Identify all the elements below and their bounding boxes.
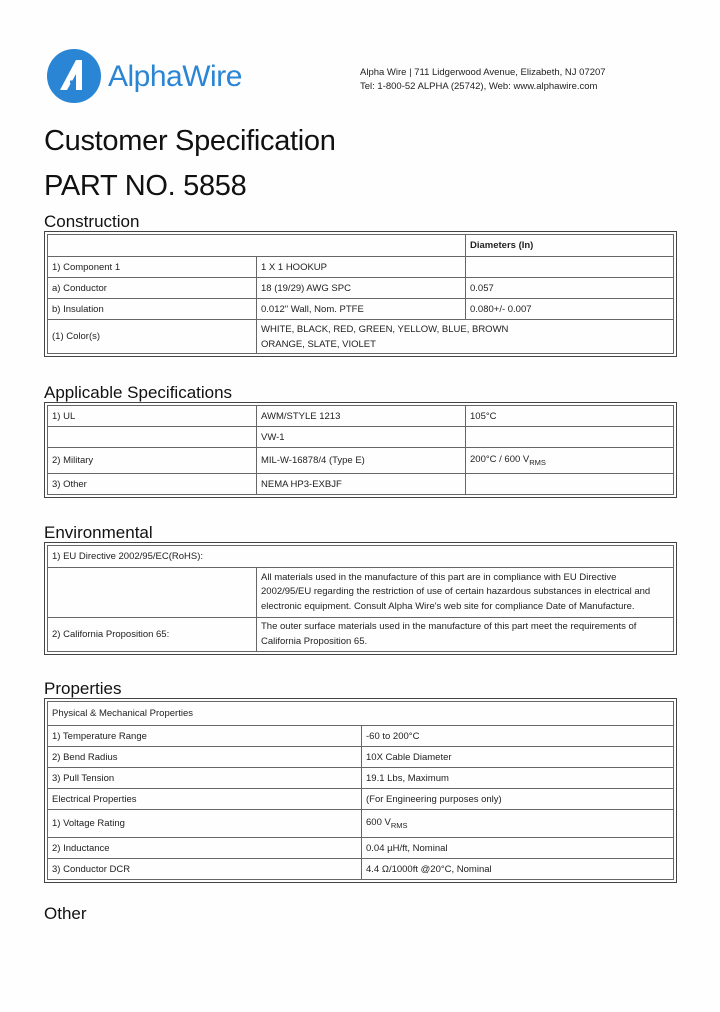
address-line: Alpha Wire | 711 Lidgerwood Avenue, Elizabeth, NJ 07207: [360, 67, 606, 78]
colors-value: WHITE, BLACK, RED, GREEN, YELLOW, BLUE, BROWN ORANGE, SLATE, VIOLET: [257, 320, 674, 354]
table-row: 3) Conductor DCR 4.4 Ω/1000ft @20°C, Nominal: [48, 859, 674, 880]
table-row: [48, 618, 674, 652]
electrical-properties-header: Electrical Properties: [48, 789, 362, 810]
environmental-table: [44, 542, 677, 655]
diameters-header: Diameters (In): [466, 235, 674, 257]
construction-heading: Construction: [44, 212, 140, 231]
table-row: 3) Pull Tension 19.1 Lbs, Maximum: [48, 768, 674, 789]
contact-line: Tel: 1-800-52 ALPHA (25742), Web: www.alphawire.com: [360, 81, 598, 92]
environmental-heading: Environmental: [44, 523, 153, 542]
engineering-note: (For Engineering purposes only): [362, 789, 674, 810]
logo-text: AlphaWire: [108, 60, 242, 93]
other-heading: Other: [44, 904, 87, 923]
table-row: [48, 789, 674, 810]
table-row: 2) Inductance 0.04 µH/ft, Nominal: [48, 838, 674, 859]
company-address: [360, 66, 606, 94]
table-row: 3) Other NEMA HP3-EXBJF: [48, 474, 674, 495]
applicable-spec-heading: Applicable Specifications: [44, 383, 233, 402]
construction-table: [44, 231, 677, 357]
table-row: [48, 702, 674, 726]
part-number: PART NO. 5858: [44, 170, 247, 202]
table-row: a) Conductor 18 (19/29) AWG SPC 0.057: [48, 278, 674, 299]
page-title: Customer Specification: [44, 125, 336, 157]
eu-directive-label: 1) EU Directive 2002/95/EC(RoHS):: [48, 546, 674, 568]
properties-heading: Properties: [44, 679, 122, 698]
california-prop-text: The outer surface materials used in the manufacture of this part meet the requirements of California Proposition 65.: [257, 618, 674, 652]
table-row: 1) UL AWM/STYLE 1213 105°C: [48, 406, 674, 427]
alpha-wire-logo: [46, 48, 256, 106]
table-row: VW-1: [48, 427, 674, 448]
table-row: 1) Temperature Range -60 to 200°C: [48, 726, 674, 747]
california-prop-label: 2) California Proposition 65:: [48, 618, 257, 652]
table-row: [48, 546, 674, 568]
table-row: 1) Voltage Rating 600 $V_{RMS}$: [48, 810, 674, 838]
table-row: [48, 568, 674, 618]
table-row: 2) Bend Radius 10X Cable Diameter: [48, 747, 674, 768]
table-row: b) Insulation 0.012" Wall, Nom. PTFE 0.080+/- 0.007: [48, 299, 674, 320]
physical-properties-header: Physical & Mechanical Properties: [48, 702, 674, 726]
properties-table: [44, 698, 677, 883]
alpha-wire-logo-icon: [46, 48, 102, 104]
applicable-spec-table: [44, 402, 677, 498]
table-row: [48, 235, 674, 257]
table-row: [48, 320, 674, 354]
eu-directive-text: All materials used in the manufacture of this part are in compliance with EU Directive 2002/95/EU regarding the restriction of use of certain hazardous substances in electrical and electronic equipment. Consult Alpha Wire's web site for compliance Date of Manufacture.: [257, 568, 674, 618]
table-row: 1) Component 1 1 X 1 HOOKUP: [48, 257, 674, 278]
table-row: 2) Military MIL-W-16878/4 (Type E) 200°C / 600 $V_{RMS}$: [48, 448, 674, 474]
colors-label: (1) Color(s): [48, 320, 257, 354]
